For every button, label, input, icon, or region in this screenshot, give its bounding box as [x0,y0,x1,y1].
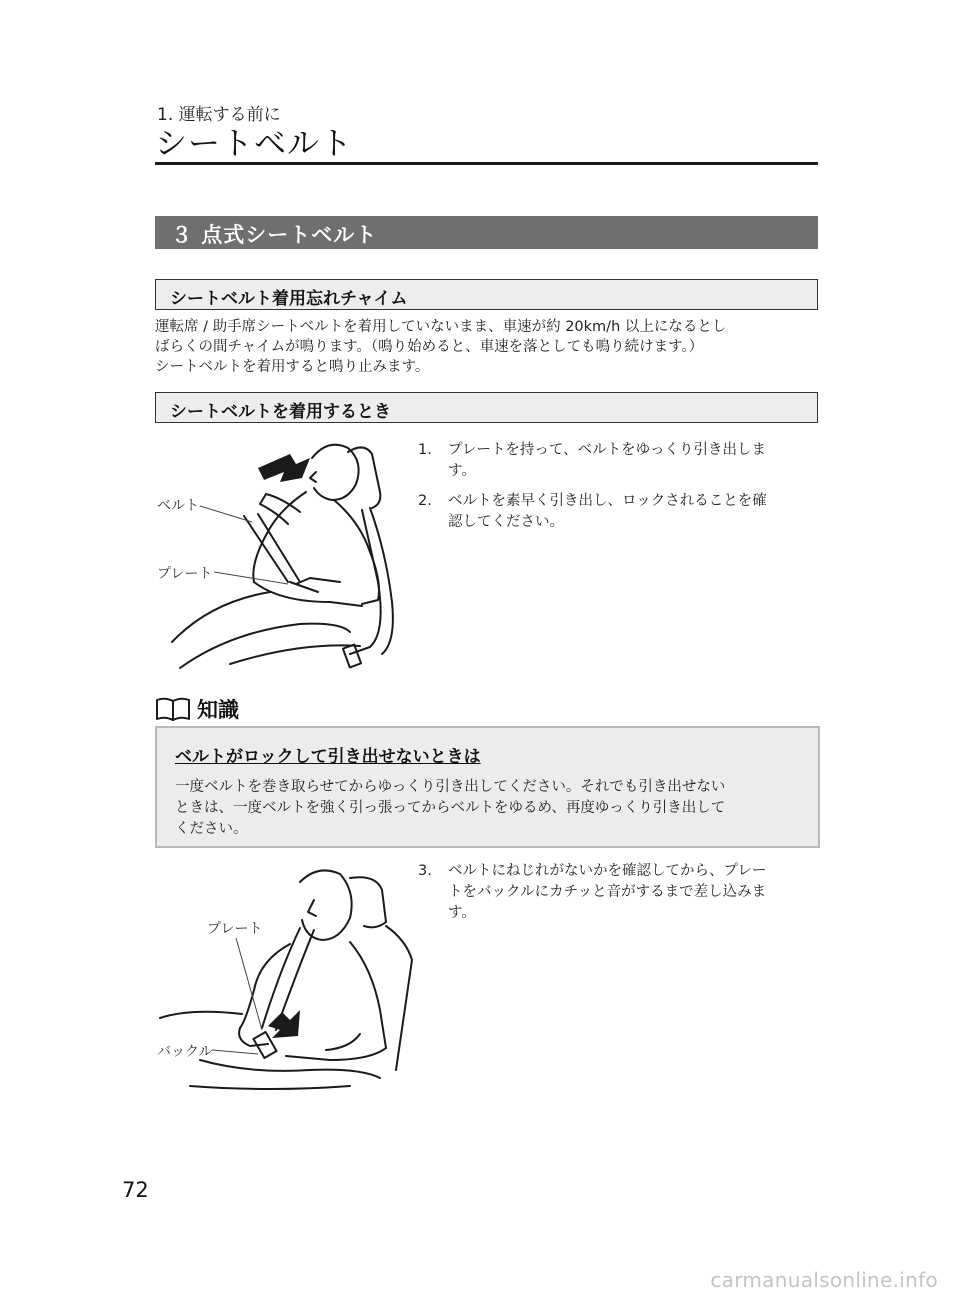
chime-subheading: シートベルト着用忘れチャイム [155,279,818,310]
step-number: 2. [418,493,432,509]
note-box [155,726,820,848]
note-line: 一度ベルトを巻き取らせてからゆっくり引き出してください。それでも引き出せない [175,779,726,795]
step-number: 1. [418,442,432,458]
step-text: す。 [448,463,476,479]
step-text: プレートを持って、ベルトをゆっくり引き出しま [448,442,766,458]
step-text: ベルトを素早く引き出し、ロックされることを確 [448,493,767,509]
page-title: シートベルト [155,124,354,162]
chime-line: ばらくの間チャイムが鳴ります。（鳴り始めると、車速を落としても鳴り続けます。） [155,339,704,355]
chime-paragraph [155,317,820,377]
figure2-plate-label: プレート [207,921,263,937]
step-item [418,491,818,533]
chime-line: 運転席 / 助手席シートベルトを着用していないまま、車速が約 20km/h 以上になるとし [155,319,727,335]
note-title: ベルトがロックして引き出せないときは [175,747,481,767]
step-text: ベルトにねじれがないかを確認してから、プレー [448,863,767,879]
wearing-subheading: シートベルトを着用するとき [155,392,818,423]
figure1-belt-label: ベルト [157,498,199,514]
step-text: トをバックルにカチッと音がするまで差し込みま [448,884,767,900]
title-divider [155,162,818,165]
step-number: 3. [418,863,432,879]
book-icon [155,696,191,722]
chapter-label: 1. 運転する前に [157,105,281,125]
note-line: ください。 [175,821,248,837]
figure1-plate-label: プレート [157,566,213,582]
watermark: carmanualsonline.info [710,1268,938,1292]
step-item [418,861,818,924]
seatbelt-pull-illustration [150,432,410,682]
note-header [155,694,239,724]
note-text [175,777,800,840]
steps-list-1 [418,440,818,542]
chime-line: シートベルトを着用すると鳴り止みます。 [155,359,430,375]
page-number: 72 [122,1178,149,1202]
step-text: す。 [448,905,476,921]
note-line: ときは、一度ベルトを強く引っ張ってからベルトをゆるめ、再度ゆっくり引き出して [175,800,726,816]
step-text: 認してください。 [448,514,564,530]
step-item [418,440,818,482]
note-label: 知識 [197,698,239,722]
section-banner: ３ 点式シートベルト [155,216,818,249]
figure2-buckle-label: バックル [157,1044,213,1060]
steps-list-2 [418,861,818,933]
